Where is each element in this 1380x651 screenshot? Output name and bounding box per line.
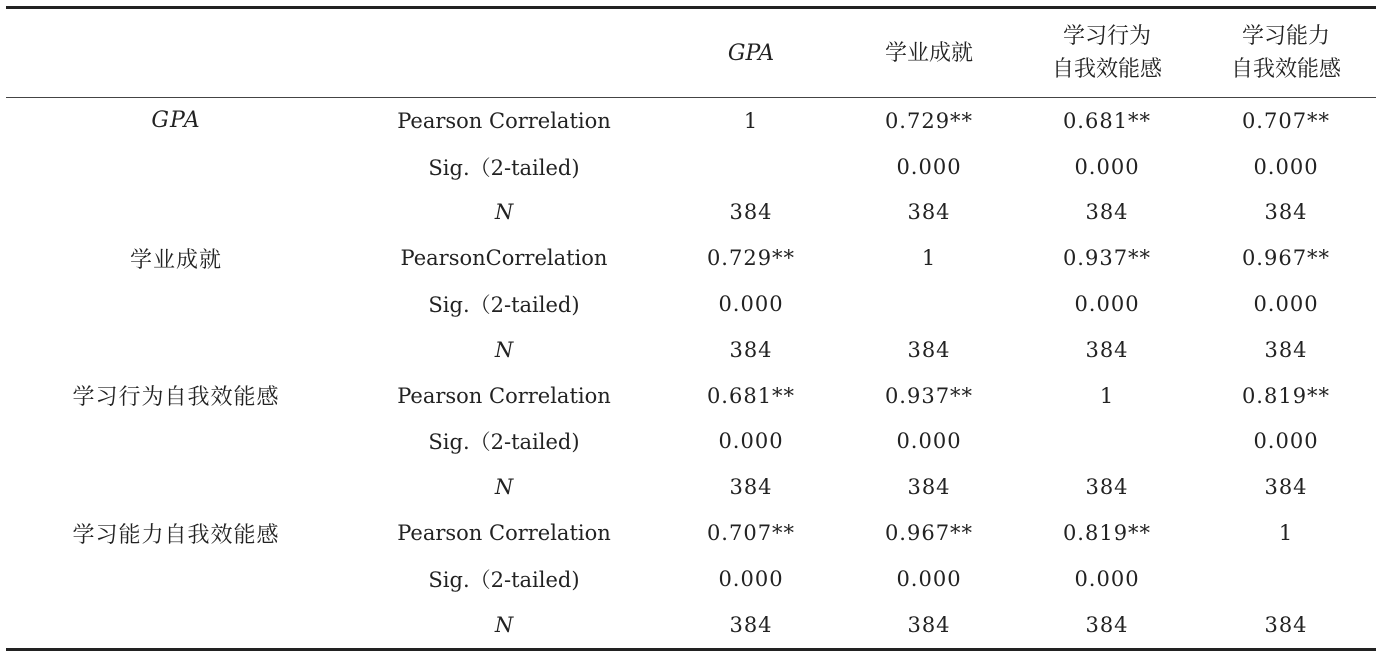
statistic-label: Sig.（2-tailed) [428,430,580,455]
value-cell: 0.819** [1062,521,1152,546]
table-row [6,98,1376,144]
value-cell: 0.707** [706,521,796,546]
variable-label: GPA [151,108,201,134]
statistic-label: Pearson Correlation [397,108,611,133]
statistic-label: N [494,200,514,225]
table-row [6,144,1376,190]
column-header-1 [346,8,662,98]
table-row [6,464,1376,510]
value-cell: 0.000 [896,566,962,591]
column-header-line: 学习能力 [1241,24,1330,49]
value-cell [840,281,1018,327]
variable-label: 学业成就 [129,247,222,273]
value-cell: 0.681** [1062,108,1152,133]
variable-label [6,419,346,465]
table-header [6,8,1376,98]
column-header-line: 学业成就 [884,40,973,66]
table-row [6,190,1376,236]
value-cell: 384 [1264,475,1308,500]
value-cell: 384 [729,475,773,500]
column-header-2 [662,8,840,98]
value-cell: 0.819** [1241,383,1331,408]
value-cell: 384 [729,337,773,362]
variable-label [6,281,346,327]
header-row [6,8,1376,98]
column-header-line: GPA [727,40,775,66]
value-cell: 0.967** [1241,246,1331,271]
table-row [6,327,1376,373]
table-row [6,281,1376,327]
value-cell [1018,419,1196,465]
value-cell: 384 [1264,200,1308,225]
variable-label: 学习能力自我效能感 [72,522,280,548]
variable-label [6,556,346,602]
variable-label [6,144,346,190]
statistic-label: Pearson Correlation [397,521,611,546]
statistic-label: PearsonCorrelation [400,246,608,271]
value-cell: 0.729** [706,246,796,271]
table-row [6,419,1376,465]
variable-label [6,464,346,510]
column-header-3 [840,8,1018,98]
statistic-label: Sig.（2-tailed) [428,567,580,592]
table-row [6,510,1376,556]
table-row [6,373,1376,419]
column-header-line: 自我效能感 [1051,57,1162,82]
value-cell: 0.000 [1253,429,1319,454]
value-cell: 0.707** [1241,108,1331,133]
value-cell: 0.000 [1253,292,1319,317]
correlation-table-container [6,6,1376,651]
statistic-label: N [346,602,662,649]
column-header-0 [6,8,346,98]
value-cell: 0.967** [884,521,974,546]
value-cell: 0.000 [718,292,784,317]
value-cell: 0.000 [1074,566,1140,591]
statistic-label: N [494,337,514,362]
table-row [6,602,1376,649]
variable-label [6,602,346,649]
column-header-5 [1196,8,1376,98]
value-cell: 0.937** [884,383,974,408]
value-cell [662,144,840,190]
statistic-label: N [494,475,514,500]
value-cell: 384 [1085,475,1129,500]
variable-label [6,327,346,373]
correlation-table [6,6,1376,651]
value-cell: 0.937** [1062,246,1152,271]
value-cell: 384 [907,475,951,500]
column-header-4 [1018,8,1196,98]
value-cell: 384 [907,200,951,225]
value-cell: 384 [840,602,1018,649]
variable-label: 学习行为自我效能感 [72,385,280,411]
value-cell: 0.000 [718,429,784,454]
value-cell: 1 [921,246,937,271]
statistic-label: Sig.（2-tailed) [428,293,580,318]
value-cell [1196,556,1376,602]
value-cell: 1 [1099,383,1115,408]
value-cell: 384 [729,200,773,225]
value-cell: 0.000 [1074,154,1140,179]
statistic-label: Pearson Correlation [397,383,611,408]
value-cell: 0.681** [706,383,796,408]
value-cell: 384 [1196,602,1376,649]
value-cell: 1 [743,108,759,133]
table-row [6,556,1376,602]
value-cell: 384 [1085,337,1129,362]
table-body [6,98,1376,650]
value-cell: 384 [1018,602,1196,649]
value-cell: 384 [1085,200,1129,225]
value-cell: 0.000 [1074,292,1140,317]
value-cell: 1 [1278,521,1294,546]
variable-label [6,190,346,236]
value-cell: 384 [907,337,951,362]
column-header-line: 学习行为 [1062,24,1151,49]
value-cell: 0.000 [1253,154,1319,179]
value-cell: 384 [662,602,840,649]
value-cell: 0.729** [884,108,974,133]
value-cell: 0.000 [718,566,784,591]
value-cell: 0.000 [896,429,962,454]
table-row [6,235,1376,281]
value-cell: 0.000 [896,154,962,179]
statistic-label: Sig.（2-tailed) [428,155,580,180]
value-cell: 384 [1264,337,1308,362]
column-header-line: 自我效能感 [1230,57,1341,82]
